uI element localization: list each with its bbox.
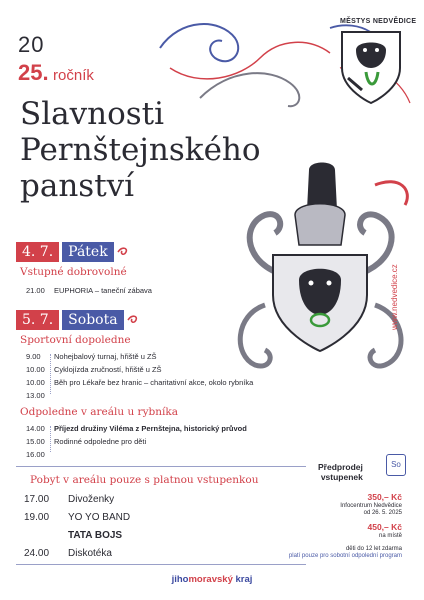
- row-time: 16.00: [26, 449, 45, 459]
- region-part-b: moravský: [188, 574, 233, 585]
- program-row: [26, 284, 152, 296]
- program-row: [26, 350, 157, 362]
- row-desc: Nohejbalový turnaj, hřiště u ZŠ: [54, 351, 157, 361]
- row-time: 10.00: [26, 364, 45, 374]
- row-time: 15.00: [26, 436, 45, 446]
- divider: [16, 466, 306, 467]
- program-row: [26, 363, 162, 375]
- year: 20: [18, 32, 45, 57]
- program-row: [24, 546, 112, 560]
- row-desc: TATA BOJS: [68, 529, 123, 541]
- region-part-a: jiho: [171, 574, 189, 585]
- flourish-icon: [116, 245, 130, 259]
- heraldic-crest: [225, 155, 415, 385]
- row-time: 14.00: [26, 423, 45, 433]
- program-row: [26, 422, 247, 434]
- price-presale-note: Infocentrum Nedvědice: [340, 503, 402, 509]
- row-desc: Diskotéka: [68, 547, 112, 559]
- title-line-3: panství: [20, 168, 135, 204]
- section-voluntary-entry: Vstupné dobrovolné: [20, 266, 127, 278]
- row-desc: YO YO BAND: [68, 511, 131, 523]
- price-presale-date: od 26. 5. 2025: [363, 510, 402, 516]
- row-time: 10.00: [26, 377, 45, 387]
- town-crest: [338, 28, 404, 106]
- program-row: [24, 510, 130, 524]
- flourish-icon: [126, 313, 140, 327]
- section-sport-morning: Sportovní dopoledne: [20, 334, 131, 346]
- row-time: 17.00: [24, 493, 50, 505]
- row-time: 24.00: [24, 547, 50, 559]
- row-desc: Cyklojízda zručností, hřiště u ZŠ: [54, 364, 162, 374]
- edition-word: ročník: [53, 67, 94, 84]
- day-name: Pátek: [62, 242, 114, 262]
- edition-number: 25.: [18, 60, 49, 85]
- crest-title: MĚSTYS NEDVĚDICE: [340, 18, 417, 25]
- website-link[interactable]: www.nedvedice.cz: [390, 264, 399, 330]
- day-saturday-header: [16, 310, 140, 330]
- title-line-1: Slavnosti: [20, 96, 165, 132]
- program-row: [24, 492, 114, 506]
- day-friday-header: [16, 242, 130, 262]
- kids-program-note: platí pouze pro sobotní odpolední program: [288, 553, 402, 559]
- program-row: [26, 376, 253, 388]
- presale-title: [318, 462, 363, 482]
- edition: [18, 60, 94, 86]
- row-desc: Rodinné odpoledne pro děti: [54, 436, 147, 446]
- price-presale: 350,– Kč: [367, 492, 402, 502]
- day-date: 4. 7.: [16, 242, 59, 262]
- price-onsite: 450,– Kč: [367, 522, 402, 532]
- section-afternoon: Odpoledne v areálu u rybníka: [20, 406, 178, 418]
- section-ticket-only: Pobyt v areálu pouze s platnou vstupenkou: [30, 474, 259, 486]
- row-time: 9.00: [26, 351, 41, 361]
- kids-free-note: děti do 12 let zdarma: [345, 546, 402, 552]
- timeline-dots: [50, 354, 52, 394]
- row-time: 13.00: [26, 390, 45, 400]
- presale-line-1: Předprodej: [318, 462, 363, 472]
- presale-line-2: vstupenek: [320, 472, 363, 482]
- row-desc: EUPHORIA – taneční zábava: [54, 285, 152, 295]
- region-logo: [0, 574, 424, 585]
- ticket-box: So: [386, 454, 406, 476]
- program-row: [26, 435, 146, 447]
- timeline-dots: [50, 426, 52, 452]
- region-part-c: kraj: [232, 574, 253, 585]
- divider: [16, 564, 306, 565]
- title-line-2: Pernštejnského: [20, 132, 261, 168]
- row-time: 21.00: [26, 285, 45, 295]
- row-desc: Běh pro Lékaře bez hranic – charitativní akce, okolo rybníka: [54, 377, 254, 387]
- row-desc: Příjezd družiny Viléma z Pernštejna, historický průvod: [54, 423, 247, 433]
- row-time: 19.00: [24, 511, 50, 523]
- day-date: 5. 7.: [16, 310, 59, 330]
- day-name: Sobota: [62, 310, 123, 330]
- row-desc: Divoženky: [68, 493, 115, 505]
- program-row: [24, 528, 122, 542]
- price-onsite-note: na místě: [378, 533, 402, 539]
